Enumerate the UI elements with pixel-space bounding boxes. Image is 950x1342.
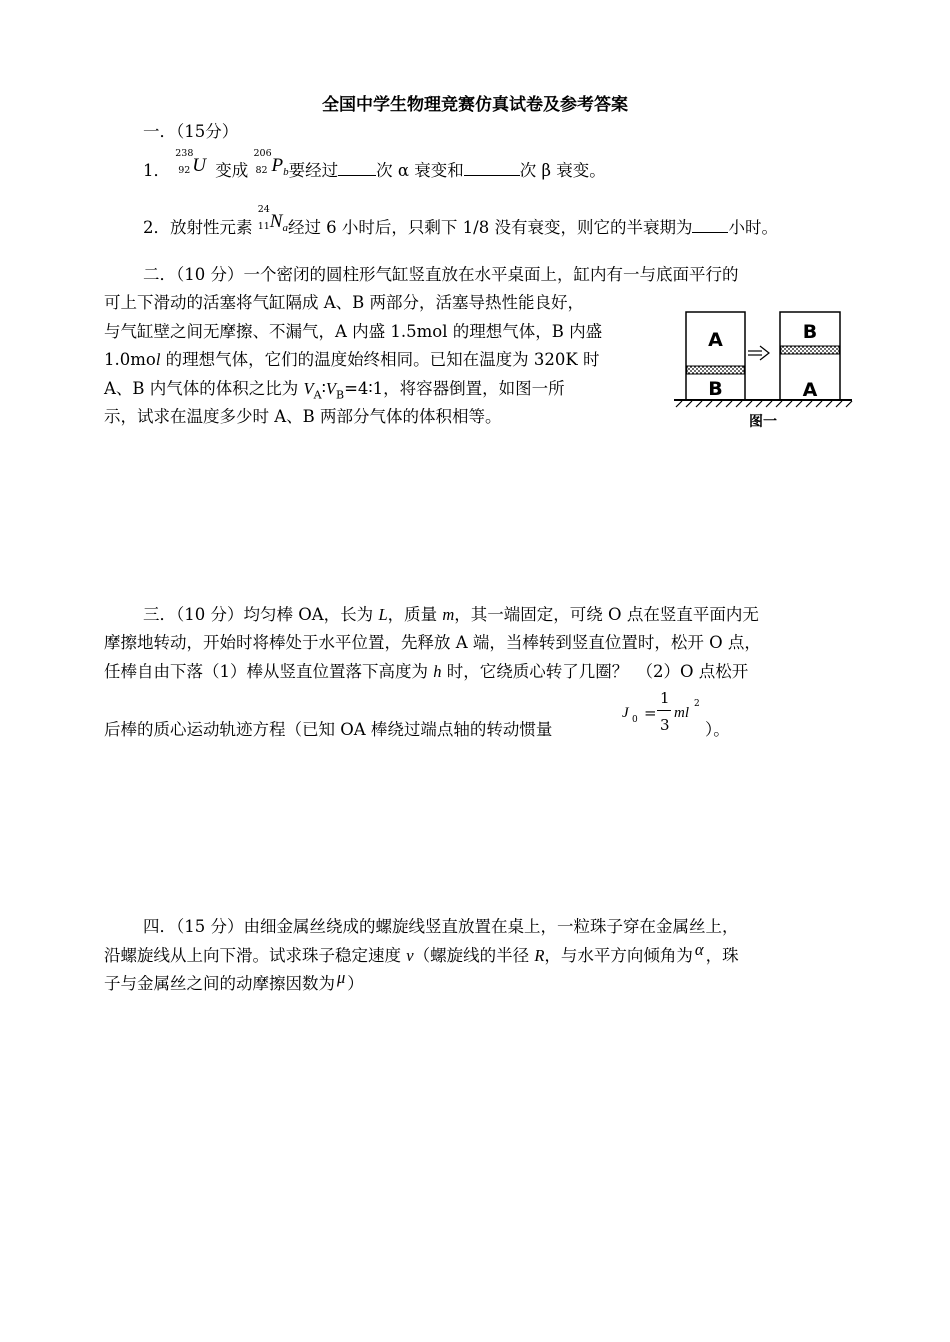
u-atomic-number: 92 (178, 165, 191, 176)
moment-of-inertia-formula (620, 690, 710, 738)
answer-blank-beta[interactable] (464, 161, 520, 176)
s4-l2-part-a: 沿螺旋线从上向下滑。试求珠子稳定速度 (104, 946, 407, 965)
na-symbol: N (269, 211, 283, 232)
s3-l1-part-b: ，质量 (387, 605, 443, 624)
s2-l5-part-a: A、B 内气体的体积之比为 (104, 379, 304, 398)
formula-ml: ml (674, 705, 689, 721)
friction-coefficient-symbol: μ (337, 968, 346, 987)
formula-j: J (622, 705, 629, 721)
u-mass-number: 238 (175, 148, 194, 159)
page-title: 全国中学生物理竞赛仿真试卷及参考答案 (322, 95, 628, 115)
mass-symbol: m (442, 605, 455, 624)
s3-l3-part-a: 任棒自由下落（1）棒从竖直位置落下高度为 (104, 662, 434, 681)
q2-number: 2． (143, 218, 170, 237)
section-2-line-2: 可上下滑动的活塞将气缸隔成 A、B 两部分，活塞导热性能良好， (104, 293, 585, 312)
pb-mass-number: 206 (253, 148, 272, 159)
s2-l4-part-a: 1.0mo (104, 350, 156, 369)
formula-equals: = (644, 704, 657, 722)
section-3-line-2: 摩擦地转动，开始时将棒处于水平位置，先释放 A 端，当棒转到竖直位置时，松开 O 点， (104, 633, 761, 652)
volume-a-symbol: V (303, 379, 314, 398)
na-mass-number: 24 (257, 204, 270, 215)
s2-l5-part-b: =4∶1，将容器倒置，如图一所 (344, 379, 565, 398)
radius-symbol: R (534, 946, 545, 965)
cylinder-diagram-svg (672, 308, 854, 432)
s2-l4-part-b: 的理想气体，它们的温度始终相同。已知在温度为 320K 时 (160, 350, 600, 369)
arrow-icon (748, 346, 769, 360)
s4-l2-part-c: ，与水平方向倾角为 (544, 946, 693, 965)
height-symbol: h (433, 662, 442, 681)
section-2-line-1: 二．（10 分）一个密闭的圆柱形气缸竖直放在水平桌面上，缸内有一与底面平行的 (143, 265, 739, 284)
s3-l1-part-c: ，其一端固定，可绕 O 点在竖直平面内无 (454, 605, 759, 624)
figure-cylinder-diagram (672, 308, 854, 436)
pb-atomic-number: 82 (255, 165, 268, 176)
section-3-line-1 (143, 607, 759, 624)
left-label-top: A (708, 329, 723, 351)
section-4-line-3 (104, 968, 364, 993)
velocity-symbol: v (406, 946, 414, 965)
q1-text-4: 次 β 衰变。 (519, 161, 606, 180)
q1-number: 1． (143, 161, 170, 180)
q2-text-1: 放射性元素 (170, 218, 253, 237)
volume-a-subscript: A (313, 388, 322, 402)
length-symbol: L (378, 605, 388, 624)
right-label-top: B (802, 321, 818, 343)
na-subscript: a (282, 222, 288, 234)
answer-blank-alpha[interactable] (338, 161, 376, 176)
volume-b-symbol: V (325, 379, 336, 398)
na-atomic-number: 11 (257, 221, 270, 232)
section-4-line-1: 四．（15 分）由细金属丝绕成的螺旋线竖直放置在桌上，一粒珠子穿在金属丝上， (143, 917, 739, 936)
question-1-1 (143, 148, 606, 180)
section-3-line-3 (104, 664, 748, 681)
s2-l4-italic-l: l (155, 350, 161, 369)
section-3-line-4-close: ）。 (705, 720, 730, 739)
sodium-24-isotope (257, 204, 288, 237)
q1-text-3: 次 α 衰变和 (376, 161, 464, 180)
answer-blank-half-life[interactable] (692, 218, 728, 233)
figure-caption: 图一 (749, 414, 777, 430)
uranium-238-isotope (175, 148, 206, 180)
right-label-bottom: A (802, 379, 818, 401)
ground-hatching (676, 401, 852, 407)
s4-l3-part-a: 子与金属丝之间的动摩擦因数为 (104, 974, 335, 993)
section-4-line-2 (104, 940, 739, 965)
formula-numerator: 1 (660, 689, 670, 707)
volume-b-subscript: B (335, 388, 345, 402)
q1-text-1: 变成 (215, 161, 249, 180)
q1-text-2: 要经过 (288, 161, 339, 180)
s4-l2-part-d: ，珠 (705, 946, 739, 965)
q2-text-2: 经过 6 小时后，只剩下 1/8 没有衰变，则它的半衰期为 (287, 218, 693, 237)
formula-fraction-bar (657, 710, 671, 711)
formula-exponent: 2 (694, 699, 700, 709)
right-piston (781, 346, 840, 354)
section-2-line-6: 示，试求在温度多少时 A、B 两部分气体的体积相等。 (104, 407, 502, 426)
section-2-line-3: 与气缸壁之间无摩擦、不漏气，A 内盛 1.5mol 的理想气体，B 内盛 (104, 322, 603, 341)
lead-206-isotope (253, 148, 289, 180)
ratio-sign: ∶ (321, 379, 326, 398)
section-1-heading: 一．（15分） (143, 122, 239, 141)
formula-j-subscript: 0 (632, 715, 638, 725)
section-3-line-4-text: 后棒的质心运动轨迹方程（已知 OA 棒绕过端点轴的转动惯量 (104, 720, 553, 739)
angle-alpha-symbol: α (694, 940, 704, 959)
section-2-line-4 (104, 352, 599, 369)
pb-subscript: b (283, 166, 289, 178)
left-label-bottom: B (708, 378, 723, 400)
question-1-2 (143, 204, 778, 237)
q2-text-3: 小时。 (728, 218, 778, 237)
formula-denominator: 3 (660, 716, 670, 734)
section-2-line-5 (104, 381, 565, 400)
left-piston (687, 366, 745, 374)
s3-l1-part-a: 三．（10 分）均匀棒 OA，长为 (143, 605, 379, 624)
s4-l2-part-b: （螺旋线的半径 (413, 946, 535, 965)
s4-l3-part-b: ） (347, 974, 364, 993)
s3-l3-part-b: 时，它绕质心转了几圈？ （2）O 点松开 (441, 662, 749, 681)
u-symbol: U (192, 155, 206, 176)
pb-symbol: P (271, 155, 284, 176)
